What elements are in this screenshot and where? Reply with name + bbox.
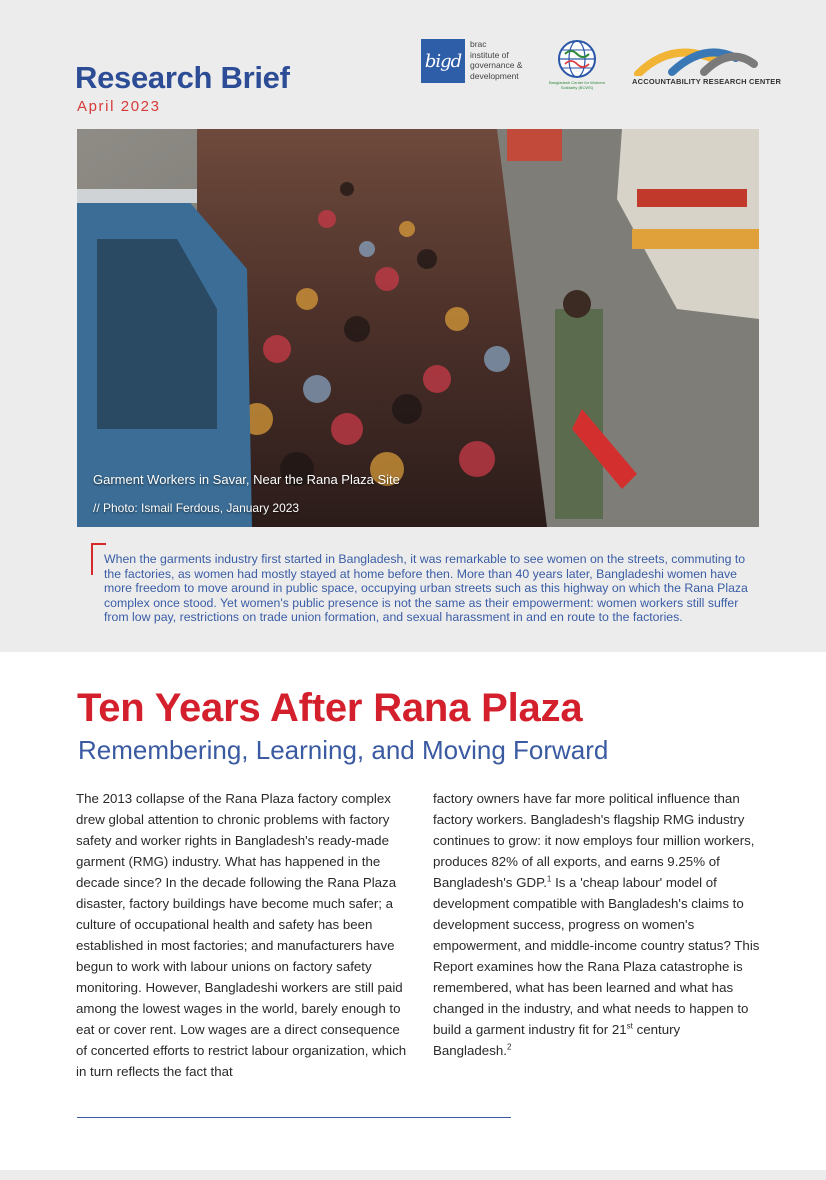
bcws-logo-caption: Bangladesh Center for Workers Solidarity (BCWS) [549, 80, 605, 90]
bigd-logo [421, 39, 531, 87]
footnote-ref: 1 [546, 874, 552, 884]
bigd-logo-text: brac institute of governance & development [470, 39, 523, 81]
photo-caption: Garment Workers in Savar, Near the Rana Plaza Site [93, 472, 400, 487]
series-title: Research Brief [75, 60, 290, 95]
crowd-photo-illustration [77, 129, 759, 527]
body-text: factory owners have far more political influence than factory workers. Bangladesh's flagship RMG industry continues to grow: it now employs four million workers, produces 82% of all exports, and earns 9.25% of Bangladesh's GDP. [433, 791, 755, 890]
ordinal-suffix: st [626, 1021, 633, 1031]
pull-quote: When the garments industry first started in Bangladesh, it was remarkable to see women on the streets, commuting to the factories, as women had mostly stayed at home before then. More than 40 years later, Bangladeshi women have more freedom to move around in public space, occupying urban streets such as this highway on which the Rana Plaza complex once stood. Yet women's public presence is not the same as their empowerment: women workers still suffer from low pay, restrictions on trade union formation, and sexual harassment in and en route to the factories. [104, 552, 748, 625]
article-title: Ten Years After Rana Plaza [77, 686, 583, 730]
cover-photo [77, 129, 759, 527]
body-column-left: The 2013 collapse of the Rana Plaza factory complex drew global attention to chronic problems with factory safety and worker rights in Bangladesh's ready-made garment (RMG) industry. What has happened in the decade since? In the decade following the Rana Plaza disaster, factory buildings have become much safer; a culture of occupational health and safety has been established in most factories; and manufacturers have begun to work with labour unions on factory safety monitoring. However, Bangladeshi workers are still paid among the lowest wages in the world, barely enough to eat or cover rent. Low wages are a direct consequence of concerted efforts to restrict labour organization, which in turn reflects the fact that [76, 791, 407, 1079]
arc-logo-mark-icon [632, 40, 762, 76]
globe-icon [551, 38, 603, 82]
body-text: century Bangladesh. [433, 1022, 681, 1058]
article-subtitle: Remembering, Learning, and Moving Forward [78, 735, 609, 765]
photo-credit: // Photo: Ismail Ferdous, January 2023 [93, 501, 300, 515]
body-text: Is a 'cheap labour' model of development compatible with Bangladesh's claims to development success, progress on women's empowerment, and middle-income country status? This Report examines how the Rana Plaza catastrophe is remembered, what has been learned and what has changed in the industry, and what needs to happen to build a garment industry fit for 21 [433, 875, 760, 1037]
publication-date: April 2023 [77, 98, 161, 115]
bigd-logo-mark: bigd [421, 39, 465, 83]
footnote-ref: 2 [506, 1042, 512, 1052]
bcws-logo [551, 38, 603, 90]
body-column-right [433, 788, 761, 1061]
arc-logo-caption: ACCOUNTABILITY RESEARCH CENTER [632, 77, 782, 86]
bottom-strip [0, 1170, 826, 1180]
arc-logo [632, 40, 782, 88]
footer-divider [77, 1117, 511, 1118]
